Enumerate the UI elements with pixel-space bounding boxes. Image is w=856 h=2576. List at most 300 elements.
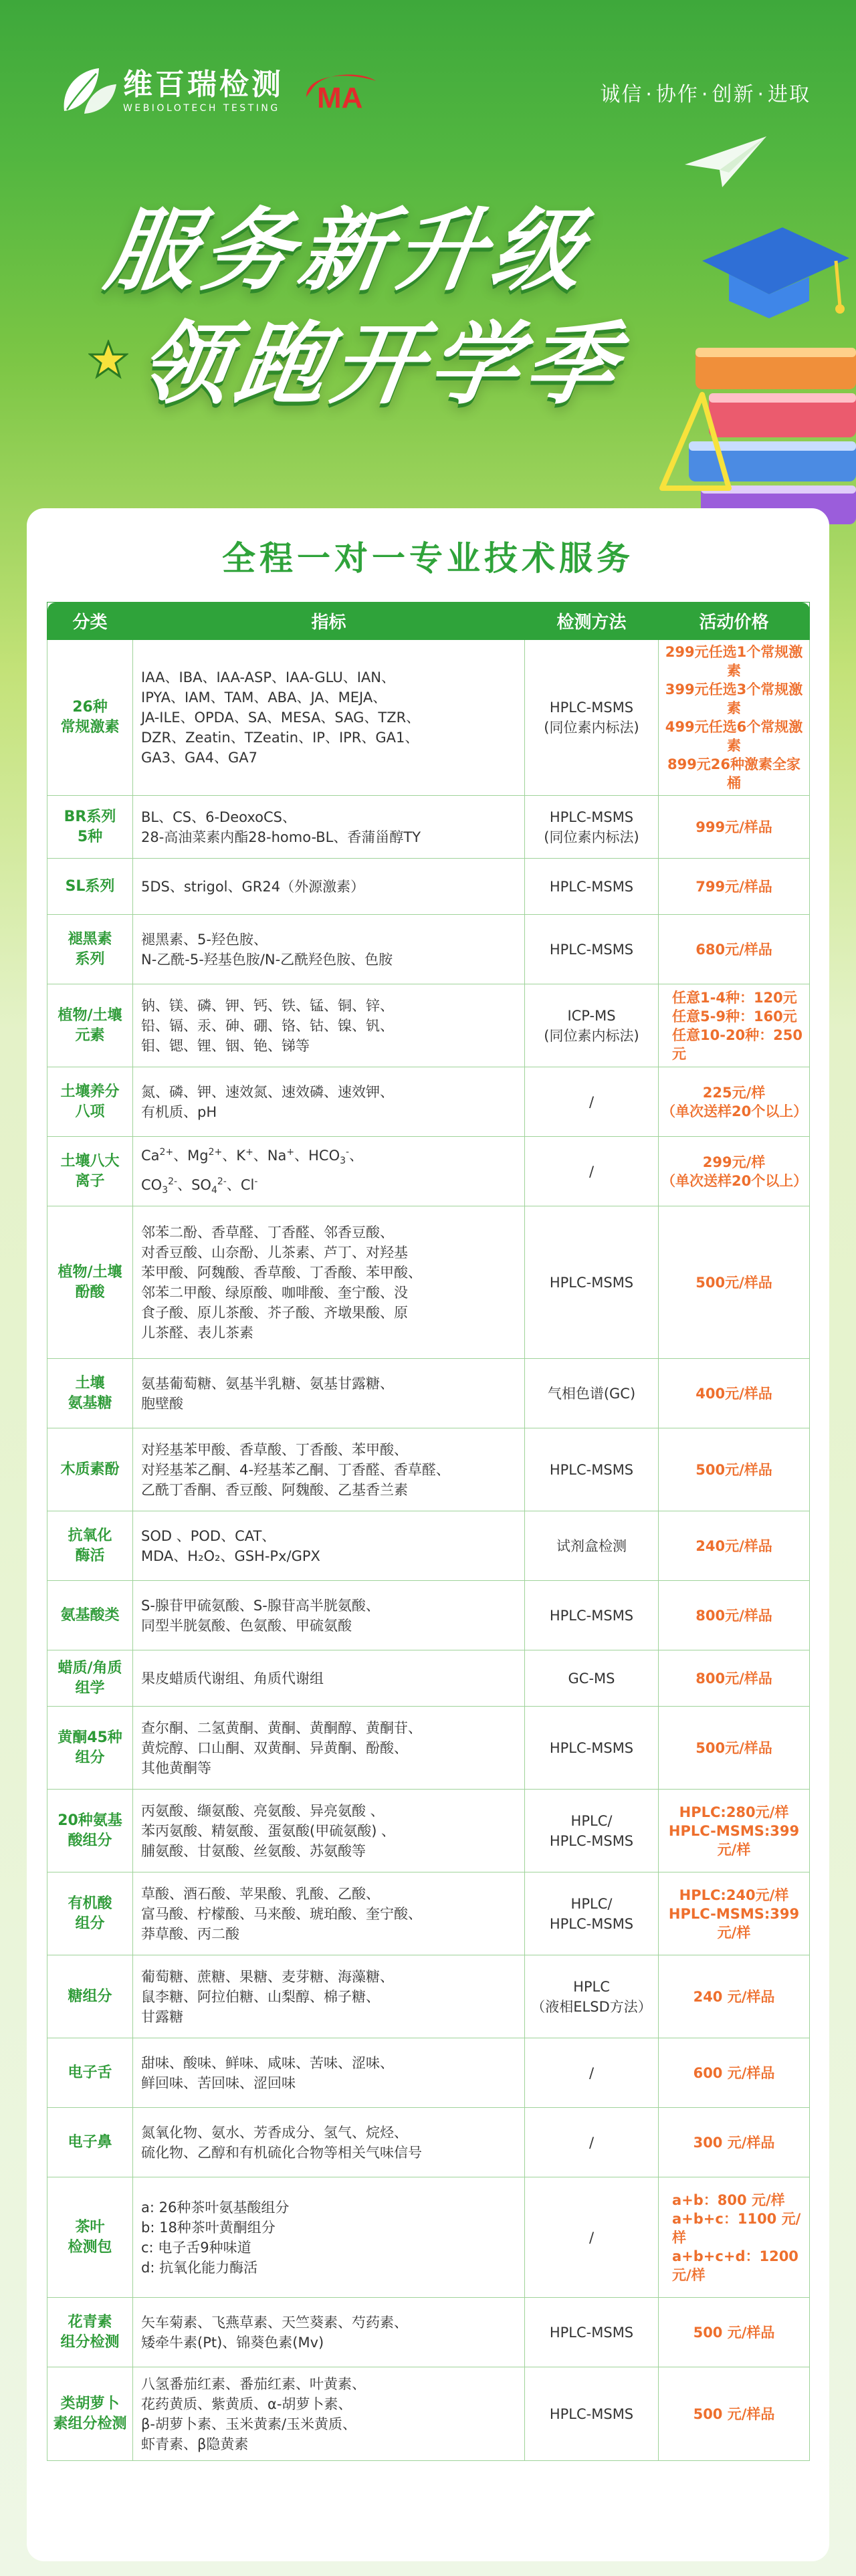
indicator-line: 28-高油菜素内酯28-homo-BL、香蒲甾醇TY	[141, 829, 421, 845]
category-line: 检测包	[68, 2238, 112, 2256]
ion-fragment: 、K	[222, 1148, 246, 1164]
category-line: 土壤养分	[60, 1083, 120, 1100]
method-cell	[525, 1359, 659, 1428]
indicator-line: 氮、磷、钾、速效氮、速效磷、速效钾、	[141, 1083, 394, 1100]
category-line: 木质素酚	[60, 1461, 120, 1478]
slogan-word: 创新	[712, 83, 755, 106]
price-line: 299元/样	[702, 1154, 766, 1170]
indicator-line: 鲜回味、苦回味、涩回味	[141, 2074, 296, 2091]
indicator-line: d: 抗氧化能力酶活	[141, 2259, 258, 2276]
indicator-line: 对羟基苯乙酮、4-羟基苯乙酮、丁香醛、香草醛、	[141, 1461, 450, 1478]
price-cell	[659, 1872, 810, 1955]
indicator-line: GA3、GA4、GA7	[141, 750, 257, 766]
ion-line	[141, 1142, 516, 1171]
ion-fragment: +	[245, 1147, 253, 1158]
indicator-cell	[133, 1428, 525, 1511]
indicator-line: 富马酸、柠檬酸、马来酸、琥珀酸、奎宁酸、	[141, 1905, 422, 1922]
method-cell	[525, 1428, 659, 1511]
ion-fragment: 2+	[208, 1147, 223, 1158]
method-line: /	[588, 2229, 595, 2246]
slogan-word: 协作	[655, 83, 699, 106]
category-line: 酸组分	[68, 1832, 112, 1849]
method-cell	[525, 984, 659, 1067]
indicator-cell	[133, 1206, 525, 1359]
indicator-line: IPYA、IAM、TAM、ABA、JA、MEJA、	[141, 689, 387, 706]
indicator-line: 黄烷醇、口山酮、双黄酮、异黄酮、酚酸、	[141, 1739, 408, 1756]
price-line: （单次送样20个以上）	[661, 1103, 808, 1119]
indicator-cell	[133, 2298, 525, 2367]
ruler-triangle-icon	[655, 388, 736, 495]
method-line: HPLC-MSMS	[549, 1274, 634, 1291]
price-line: 680元/样品	[696, 941, 772, 958]
indicator-cell	[133, 1955, 525, 2038]
category-cell	[47, 1511, 133, 1581]
indicator-line: 莽草酸、丙二酸	[141, 1925, 239, 1942]
price-cell	[659, 1206, 810, 1359]
indicator-line: 葡萄糖、蔗糖、果糖、麦芽糖、海藻糖、	[141, 1968, 394, 1985]
category-line: SL系列	[65, 877, 115, 895]
ion-fragment: -	[254, 1176, 258, 1187]
category-cell	[47, 1067, 133, 1137]
price-line: 499元任选6个常规激素	[665, 719, 803, 754]
table-row	[47, 859, 810, 915]
category-cell	[47, 2367, 133, 2461]
category-line: 氨基酸类	[60, 1606, 120, 1624]
category-line: 褪黑素	[68, 930, 112, 948]
category-line: 系列	[75, 950, 105, 968]
price-line: a+b：800 元/样	[672, 2191, 785, 2208]
price-cell	[659, 2038, 810, 2108]
price-cell	[659, 1581, 810, 1650]
category-line: 类胡萝卜	[60, 2395, 120, 2412]
indicator-line: 丙氨酸、缬氨酸、亮氨酸、异亮氨酸 、	[141, 1802, 385, 1819]
price-cell	[659, 1955, 810, 2038]
indicator-cell	[133, 1872, 525, 1955]
slogan-separator: ·	[701, 83, 710, 106]
indicator-line: 同型半胱氨酸、色氨酸、甲硫氨酸	[141, 1617, 352, 1634]
price-line: 799元/样品	[696, 878, 772, 895]
indicator-line: 苯丙氨酸、精氨酸、蛋氨酸(甲硫氨酸) 、	[141, 1822, 396, 1839]
ion-fragment: 、Mg	[173, 1148, 209, 1164]
indicator-line: IAA、IBA、IAA-ASP、IAA-GLU、IAN、	[141, 669, 395, 685]
indicator-line: 钠、镁、磷、钾、钙、铁、锰、铜、锌、	[141, 997, 394, 1014]
price-table	[47, 602, 810, 2461]
service-card	[27, 508, 829, 2561]
method-cell	[525, 640, 659, 796]
header-category: 分类	[47, 603, 133, 640]
price-cell	[659, 640, 810, 796]
method-line: HPLC-MSMS	[549, 1461, 634, 1478]
method-line: HPLC-MSMS	[549, 809, 634, 825]
category-line: 素组分检测	[53, 2415, 127, 2432]
indicator-line: 对香豆酸、山奈酚、儿茶素、芦丁、对羟基	[141, 1244, 408, 1261]
price-line: 240元/样品	[696, 1537, 772, 1554]
indicator-cell	[133, 1359, 525, 1428]
category-line: 常规激素	[60, 719, 120, 736]
indicator-cell	[133, 1581, 525, 1650]
category-cell	[47, 1581, 133, 1650]
method-cell	[525, 859, 659, 915]
table-row	[47, 640, 810, 796]
price-line: 任意1-4种：120元	[672, 989, 797, 1006]
method-cell	[525, 1707, 659, 1790]
category-cell	[47, 1872, 133, 1955]
indicator-cell	[133, 1650, 525, 1707]
ion-fragment: 2-	[217, 1176, 227, 1187]
method-line: /	[588, 2134, 595, 2151]
method-line: HPLC-MSMS	[549, 1739, 634, 1756]
category-cell	[47, 2038, 133, 2108]
indicator-cell	[133, 2038, 525, 2108]
ion-fragment: 、Na	[253, 1148, 287, 1164]
paper-plane-icon	[682, 131, 769, 191]
price-line: 399元任选3个常规激素	[665, 681, 803, 716]
method-cell	[525, 1511, 659, 1581]
method-line: HPLC/	[570, 1895, 613, 1912]
price-line: a+b+c+d：1200 元/样	[672, 2248, 798, 2283]
price-line: 800元/样品	[696, 1670, 772, 1687]
method-line: HPLC-MSMS	[549, 941, 634, 958]
table-row	[47, 1428, 810, 1511]
category-line: 酚酸	[75, 1283, 105, 1301]
price-line: HPLC:240元/样	[679, 1887, 789, 1903]
category-line: 氨基糖	[68, 1394, 112, 1412]
method-cell	[525, 2108, 659, 2177]
category-line: 土壤	[75, 1374, 105, 1392]
indicator-line: 果皮蜡质代谢组、角质代谢组	[141, 1670, 324, 1687]
price-line: 999元/样品	[696, 819, 772, 835]
category-line: BR系列	[64, 808, 116, 825]
method-line: HPLC-MSMS	[549, 700, 634, 716]
category-line: 土壤八大	[60, 1152, 120, 1170]
price-line: （单次送样20个以上）	[661, 1172, 808, 1189]
table-row	[47, 1511, 810, 1581]
price-line: HPLC:280元/样	[679, 1804, 789, 1820]
indicator-line: 胞壁酸	[141, 1395, 183, 1412]
indicator-line: β-胡萝卜素、玉米黄素/玉米黄质、	[141, 2416, 357, 2432]
method-cell	[525, 2367, 659, 2461]
method-cell	[525, 1790, 659, 1872]
table-header-row	[47, 603, 810, 640]
category-line: 20种氨基	[58, 1812, 122, 1829]
price-cell	[659, 2108, 810, 2177]
price-cell	[659, 1790, 810, 1872]
indicator-line: 甜味、酸味、鲜味、咸味、苦味、涩味、	[141, 2054, 394, 2071]
price-line: 任意10-20种：250元	[672, 1027, 802, 1062]
price-cell	[659, 2367, 810, 2461]
indicator-line: 食子酸、原儿茶酸、芥子酸、齐墩果酸、原	[141, 1304, 408, 1321]
ion-fragment: 、SO	[177, 1176, 211, 1193]
price-line: 600 元/样品	[693, 2064, 775, 2081]
category-line: 糖组分	[68, 1988, 112, 2005]
category-cell	[47, 1428, 133, 1511]
indicator-cell	[133, 2367, 525, 2461]
method-line: HPLC-MSMS	[549, 1915, 634, 1932]
category-line: 组学	[75, 1679, 105, 1697]
price-line: 225元/样	[702, 1084, 766, 1101]
header-indicator: 指标	[133, 603, 525, 640]
price-line: 500元/样品	[696, 1274, 772, 1291]
cma-text: MA	[317, 82, 363, 114]
method-line: HPLC-MSMS	[549, 2324, 634, 2341]
indicator-line: 八氢番茄红素、番茄红素、叶黄素、	[141, 2375, 366, 2392]
price-cell	[659, 1650, 810, 1707]
price-line: 800元/样品	[696, 1607, 772, 1624]
price-line: 500元/样品	[696, 1461, 772, 1478]
category-cell	[47, 1137, 133, 1206]
indicator-line: 花药黄质、紫黄质、α-胡萝卜素、	[141, 2395, 352, 2412]
category-line: 茶叶	[75, 2218, 105, 2236]
category-cell	[47, 640, 133, 796]
price-cell	[659, 984, 810, 1067]
cma-seal-icon	[301, 68, 381, 114]
indicator-cell	[133, 2108, 525, 2177]
price-cell	[659, 796, 810, 859]
indicator-line: c: 电子舌9种味道	[141, 2239, 251, 2256]
price-line: 299元任选1个常规激素	[665, 644, 803, 679]
header-method: 检测方法	[525, 603, 659, 640]
price-cell	[659, 2177, 810, 2298]
ion-fragment: Ca	[141, 1148, 160, 1164]
category-line: 组分	[75, 1915, 105, 1932]
method-cell	[525, 1650, 659, 1707]
method-cell	[525, 1581, 659, 1650]
indicator-line: 矮牵牛素(Pt)、锦葵色素(Mv)	[141, 2334, 324, 2351]
table-row	[47, 1067, 810, 1137]
indicator-line: b: 18种茶叶黄酮组分	[141, 2219, 276, 2236]
ion-fragment: 3	[340, 1156, 346, 1167]
method-cell	[525, 2038, 659, 2108]
indicator-line: 甘露糖	[141, 2008, 183, 2025]
category-line: 植物/土壤	[58, 1006, 122, 1024]
category-line: 元素	[75, 1027, 105, 1044]
slogan	[599, 78, 812, 107]
indicator-line: 草酸、酒石酸、苹果酸、乳酸、乙酸、	[141, 1885, 380, 1902]
leaf-logo-icon	[58, 64, 119, 118]
price-line: 899元26种激素全家桶	[667, 756, 801, 791]
method-cell	[525, 2298, 659, 2367]
indicator-line: 钼、锶、锂、铟、铯、锑等	[141, 1037, 310, 1054]
indicator-line: 查尔酮、二氢黄酮、黄酮、黄酮醇、黄酮苷、	[141, 1719, 422, 1736]
method-line: (同位素内标法)	[544, 829, 639, 845]
indicator-line: 对羟基苯甲酸、香草酸、丁香酸、苯甲酸、	[141, 1441, 408, 1458]
method-cell	[525, 1955, 659, 2038]
category-line: 26种	[72, 699, 108, 716]
category-cell	[47, 915, 133, 984]
table-row	[47, 2177, 810, 2298]
category-line: 抗氧化	[68, 1527, 112, 1544]
price-line: HPLC-MSMS:399 元/样	[668, 1905, 800, 1941]
indicator-cell	[133, 1707, 525, 1790]
ion-fragment: 2+	[159, 1147, 174, 1158]
indicator-cell	[133, 984, 525, 1067]
table-row	[47, 2298, 810, 2367]
indicator-line: 铅、镉、汞、砷、硼、铬、钴、镍、钒、	[141, 1017, 394, 1034]
category-line: 电子舌	[68, 2064, 112, 2081]
ion-fragment: -	[346, 1147, 350, 1158]
hero-title-line2: 领跑开学季	[133, 312, 629, 417]
indicator-cell	[133, 1511, 525, 1581]
indicator-line: DZR、Zeatin、TZeatin、IP、IPR、GA1、	[141, 730, 419, 746]
indicator-cell	[133, 640, 525, 796]
table-row	[47, 2367, 810, 2461]
ion-fragment: CO	[141, 1176, 163, 1193]
method-line: （液相ELSD方法）	[531, 1998, 652, 2015]
table-row	[47, 984, 810, 1067]
indicator-line: 氨基葡萄糖、氨基半乳糖、氨基甘露糖、	[141, 1375, 394, 1392]
indicator-line: 矢车菊素、飞燕草素、天竺葵素、芍药素、	[141, 2314, 408, 2331]
method-line: /	[588, 1163, 595, 1180]
table-row	[47, 1790, 810, 1872]
indicator-line: 虾青素、β隐黄素	[141, 2436, 249, 2452]
method-line: ICP-MS	[567, 1007, 616, 1024]
indicator-line: 氮氧化物、氨水、芳香成分、氢气、烷烃、	[141, 2124, 408, 2141]
category-cell	[47, 796, 133, 859]
category-line: 酶活	[75, 1547, 105, 1564]
category-cell	[47, 984, 133, 1067]
price-line: a+b+c：1100 元/样	[672, 2210, 801, 2246]
table-row	[47, 1581, 810, 1650]
category-line: 组分	[75, 1749, 105, 1766]
table-row	[47, 1137, 810, 1206]
slogan-separator: ·	[645, 83, 653, 106]
method-line: HPLC-MSMS	[549, 2405, 634, 2422]
indicator-cell	[133, 859, 525, 915]
method-line: HPLC-MSMS	[549, 1832, 634, 1849]
category-cell	[47, 1790, 133, 1872]
category-cell	[47, 1650, 133, 1707]
table-row	[47, 1359, 810, 1428]
indicator-line: N-乙酰-5-羟基色胺/N-乙酰羟色胺、色胺	[141, 951, 393, 968]
category-line: 植物/土壤	[58, 1263, 122, 1281]
method-cell	[525, 915, 659, 984]
price-cell	[659, 1137, 810, 1206]
method-line: HPLC-MSMS	[549, 878, 634, 895]
category-cell	[47, 1707, 133, 1790]
table-row	[47, 2038, 810, 2108]
indicator-line: 其他黄酮等	[141, 1759, 211, 1776]
method-cell	[525, 1872, 659, 1955]
ion-fragment: 2-	[168, 1176, 178, 1187]
price-line: 240 元/样品	[693, 1988, 775, 2005]
price-line: 300 元/样品	[693, 2134, 775, 2151]
ion-fragment: 3	[162, 1184, 169, 1196]
slogan-separator: ·	[757, 83, 765, 106]
indicator-line: 5DS、strigol、GR24（外源激素）	[141, 878, 365, 895]
ion-fragment: +	[286, 1147, 295, 1158]
method-line: GC-MS	[568, 1670, 615, 1687]
table-row	[47, 915, 810, 984]
ion-fragment: 、	[349, 1148, 364, 1164]
ion-fragment: 、HCO	[294, 1148, 340, 1164]
table-row	[47, 1206, 810, 1359]
indicator-line: 硫化物、乙醇和有机硫化合物等相关气味信号	[141, 2144, 422, 2161]
indicator-cell	[133, 1790, 525, 1872]
price-cell	[659, 1707, 810, 1790]
method-line: 气相色谱(GC)	[547, 1385, 636, 1402]
category-line: 电子鼻	[68, 2133, 112, 2151]
method-cell	[525, 796, 659, 859]
indicator-line: 儿茶醛、表儿茶素	[141, 1324, 253, 1341]
indicator-line: SOD 、POD、CAT、	[141, 1527, 276, 1544]
method-line: (同位素内标法)	[544, 1027, 639, 1044]
brand-name: 维百瑞检测	[123, 68, 284, 102]
category-cell	[47, 1359, 133, 1428]
table-row	[47, 796, 810, 859]
indicator-line: a: 26种茶叶氨基酸组分	[141, 2199, 290, 2216]
star-icon	[88, 340, 128, 380]
indicator-line: 苯甲酸、阿魏酸、香草酸、丁香酸、苯甲酸、	[141, 1264, 422, 1281]
method-line: /	[588, 2064, 595, 2081]
category-cell	[47, 1206, 133, 1359]
header-price: 活动价格	[659, 603, 810, 640]
indicator-line: MDA、H₂O₂、GSH-Px/GPX	[141, 1547, 320, 1564]
indicator-line: S-腺苷甲硫氨酸、S-腺苷高半胱氨酸、	[141, 1597, 380, 1614]
method-cell	[525, 1137, 659, 1206]
indicator-line: 乙酰丁香酮、香豆酸、阿魏酸、乙基香兰素	[141, 1481, 408, 1498]
slogan-word: 进取	[768, 83, 811, 106]
card-title: 全程一对一专业技术服务	[222, 539, 634, 578]
ion-fragment: 、Cl	[226, 1176, 255, 1193]
category-cell	[47, 2298, 133, 2367]
method-line: HPLC/	[570, 1812, 613, 1829]
indicator-line: 有机质、pH	[141, 1103, 217, 1120]
indicator-line: JA-ILE、OPDA、SA、MESA、SAG、TZR、	[141, 710, 421, 726]
ion-fragment: 4	[211, 1184, 217, 1196]
price-cell	[659, 915, 810, 984]
price-line: 500元/样品	[696, 1739, 772, 1756]
price-cell	[659, 1067, 810, 1137]
method-cell	[525, 1067, 659, 1137]
indicator-cell	[133, 796, 525, 859]
category-line: 蜡质/角质	[58, 1659, 122, 1677]
table-row	[47, 2108, 810, 2177]
price-cell	[659, 859, 810, 915]
indicator-line: 鼠李糖、阿拉伯糖、山梨醇、棉子糖、	[141, 1988, 380, 2005]
category-cell	[47, 2108, 133, 2177]
price-line: 500 元/样品	[693, 2405, 775, 2422]
category-line: 花青素	[68, 2313, 112, 2331]
method-cell	[525, 1206, 659, 1359]
price-cell	[659, 1359, 810, 1428]
price-line: 任意5-9种：160元	[672, 1008, 797, 1025]
category-cell	[47, 1955, 133, 2038]
category-line: 组分检测	[60, 2333, 120, 2351]
category-cell	[47, 859, 133, 915]
ion-line	[141, 1172, 516, 1200]
table-row	[47, 1650, 810, 1707]
indicator-cell	[133, 1137, 525, 1206]
hero-title-line1: 服务新升级	[100, 199, 596, 303]
brand	[58, 64, 381, 118]
category-line: 八项	[75, 1103, 105, 1120]
price-cell	[659, 1511, 810, 1581]
indicator-line: 邻苯二甲酸、绿原酸、咖啡酸、奎宁酸、没	[141, 1284, 408, 1301]
table-row	[47, 1955, 810, 2038]
price-line: 500 元/样品	[693, 2324, 775, 2341]
category-line: 离子	[75, 1172, 105, 1190]
indicator-line: 褪黑素、5-羟色胺、	[141, 931, 268, 948]
table-row	[47, 1872, 810, 1955]
indicator-line: 邻苯二酚、香草醛、丁香醛、邻香豆酸、	[141, 1224, 394, 1241]
indicator-line: BL、CS、6-DeoxoCS、	[141, 809, 296, 825]
indicator-line: 脯氨酸、甘氨酸、丝氨酸、苏氨酸等	[141, 1842, 366, 1859]
price-line: HPLC-MSMS:399 元/样	[668, 1822, 800, 1858]
category-line: 有机酸	[68, 1895, 112, 1912]
category-line: 黄酮45种	[58, 1729, 122, 1746]
indicator-cell	[133, 915, 525, 984]
method-line: 试剂盒检测	[556, 1537, 627, 1554]
